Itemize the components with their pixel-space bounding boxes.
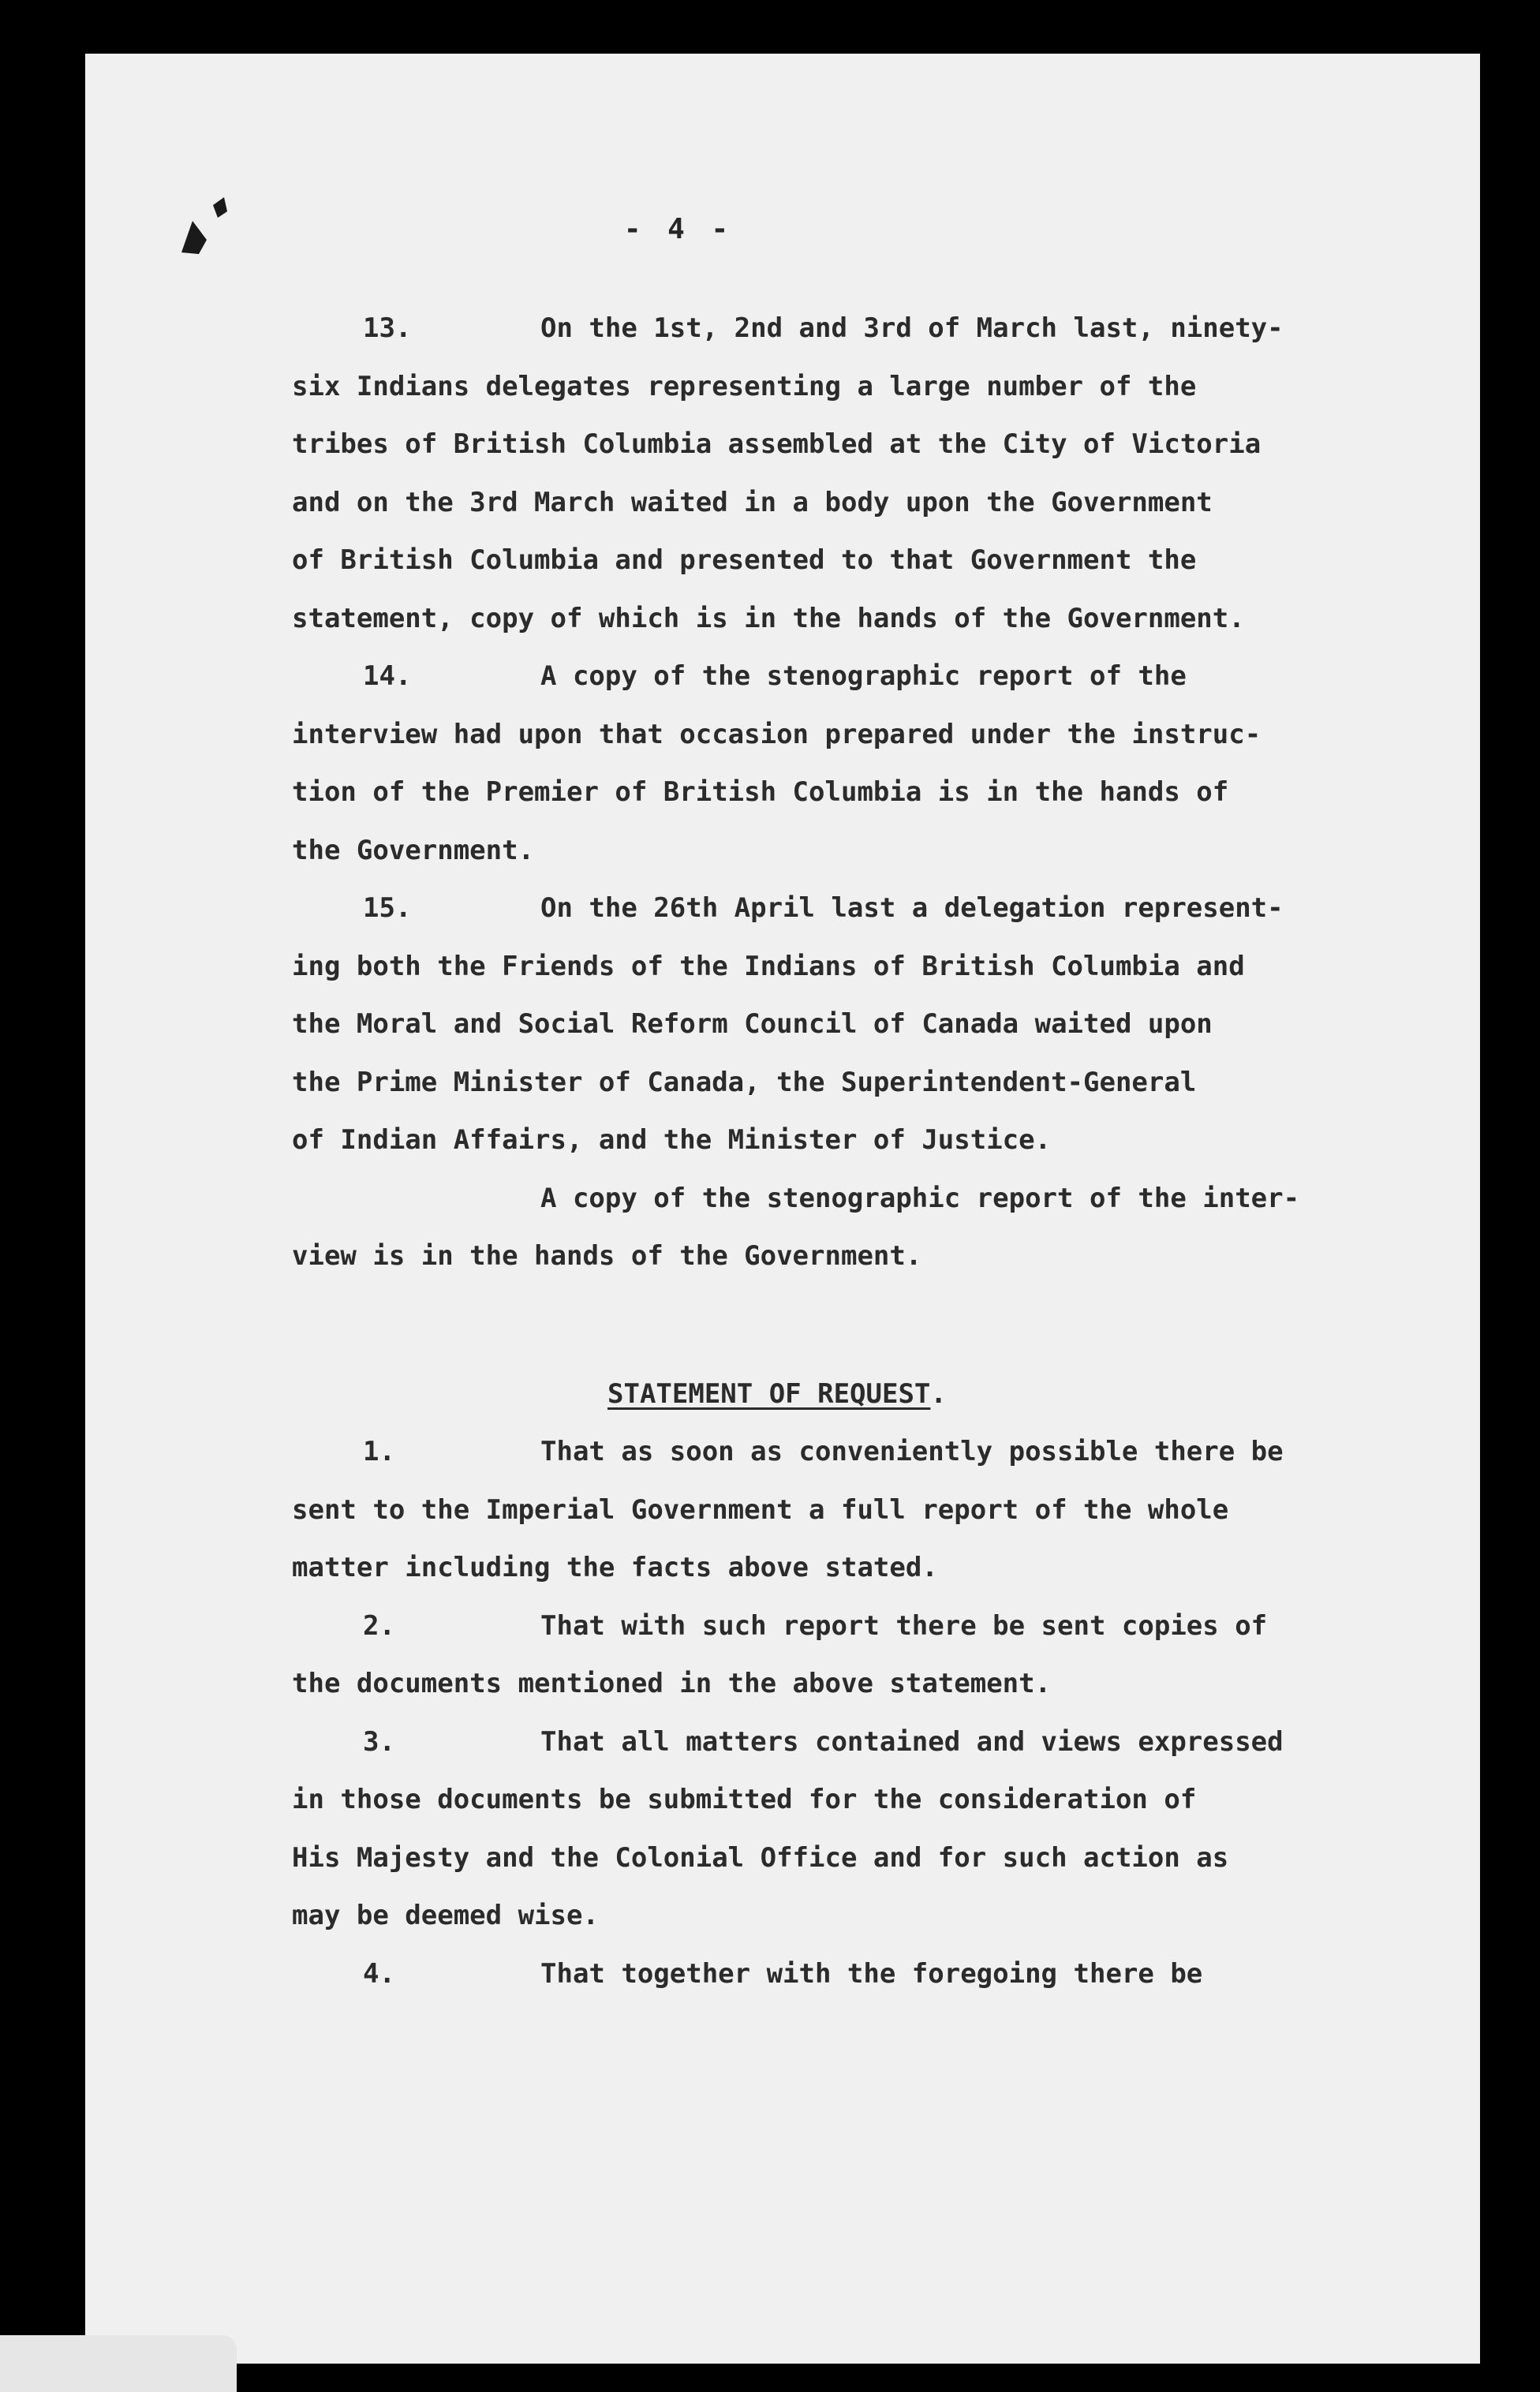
paragraph-15-first-line bbox=[292, 880, 1365, 938]
request-2-first-line bbox=[292, 1598, 1365, 1656]
document-body bbox=[292, 300, 1365, 2003]
text-line: view is in the hands of the Government. bbox=[292, 1240, 922, 1272]
text-line: may be deemed wise. bbox=[292, 1900, 599, 1931]
text-line: sent to the Imperial Government a full report of the whole bbox=[292, 1493, 1229, 1526]
request-1-first-line bbox=[292, 1423, 1365, 1482]
text-line: the Moral and Social Reform Council of Canada waited upon bbox=[292, 1008, 1213, 1040]
text-line: tribes of British Columbia assembled at the City of Victoria bbox=[292, 428, 1262, 460]
text-line: of British Columbia and presented to that Government the bbox=[292, 544, 1197, 576]
request-number: 1. bbox=[363, 1436, 395, 1467]
request-3-first-line bbox=[292, 1714, 1365, 1772]
text-line: On the 26th April last a delegation represent- bbox=[540, 892, 1284, 924]
text-line: A copy of the stenographic report of the inter- bbox=[540, 1182, 1300, 1214]
text-line: statement, copy of which is in the hands of the Government. bbox=[292, 602, 1245, 634]
text-line: ing both the Friends of the Indians of British Columbia and bbox=[292, 950, 1245, 982]
text-line: That as soon as conveniently possible there be bbox=[540, 1436, 1284, 1467]
text-line: the documents mentioned in the above statement. bbox=[292, 1668, 1052, 1699]
paragraph-number: 15. bbox=[363, 892, 412, 924]
text-line: matter including the facts above stated. bbox=[292, 1552, 938, 1583]
text-line: On the 1st, 2nd and 3rd of March last, ninety- bbox=[540, 312, 1284, 344]
text-line: A copy of the stenographic report of the bbox=[540, 660, 1187, 692]
heading-text: STATEMENT OF REQUEST bbox=[607, 1377, 931, 1410]
text-line: the Government. bbox=[292, 834, 535, 866]
text-line: the Prime Minister of Canada, the Superintendent-General bbox=[292, 1066, 1197, 1098]
heading-period: . bbox=[930, 1377, 947, 1410]
text-line: tion of the Premier of British Columbia is in the hands of bbox=[292, 776, 1229, 808]
paragraph-number: 13. bbox=[363, 312, 412, 344]
paragraph-13-first-line bbox=[292, 300, 1365, 358]
section-heading bbox=[292, 1366, 1365, 1424]
text-line: six Indians delegates representing a large number of the bbox=[292, 370, 1197, 402]
text-line: His Majesty and the Colonial Office and for such action as bbox=[292, 1841, 1229, 1874]
paragraph-14-first-line bbox=[292, 648, 1365, 706]
text-line: That together with the foregoing there be bbox=[540, 1957, 1203, 1990]
request-number: 4. bbox=[363, 1957, 395, 1990]
request-4-first-line bbox=[292, 1945, 1365, 2004]
request-number: 2. bbox=[363, 1609, 395, 1642]
mount-tab bbox=[0, 2335, 237, 2392]
text-line: of Indian Affairs, and the Minister of Justice. bbox=[292, 1124, 1052, 1156]
text-line: and on the 3rd March waited in a body upon the Government bbox=[292, 486, 1213, 518]
text-line: in those documents be submitted for the consideration of bbox=[292, 1784, 1197, 1815]
section-spacer bbox=[292, 1286, 1365, 1366]
ink-blot-mark bbox=[175, 191, 246, 262]
page-number: - 4 - bbox=[623, 213, 734, 245]
text-line: That with such report there be sent copies of bbox=[540, 1609, 1268, 1642]
request-number: 3. bbox=[363, 1725, 395, 1758]
paragraph-number: 14. bbox=[363, 660, 412, 692]
text-line: interview had upon that occasion prepared under the instruc- bbox=[292, 718, 1262, 750]
text-line: That all matters contained and views expressed bbox=[540, 1725, 1284, 1758]
